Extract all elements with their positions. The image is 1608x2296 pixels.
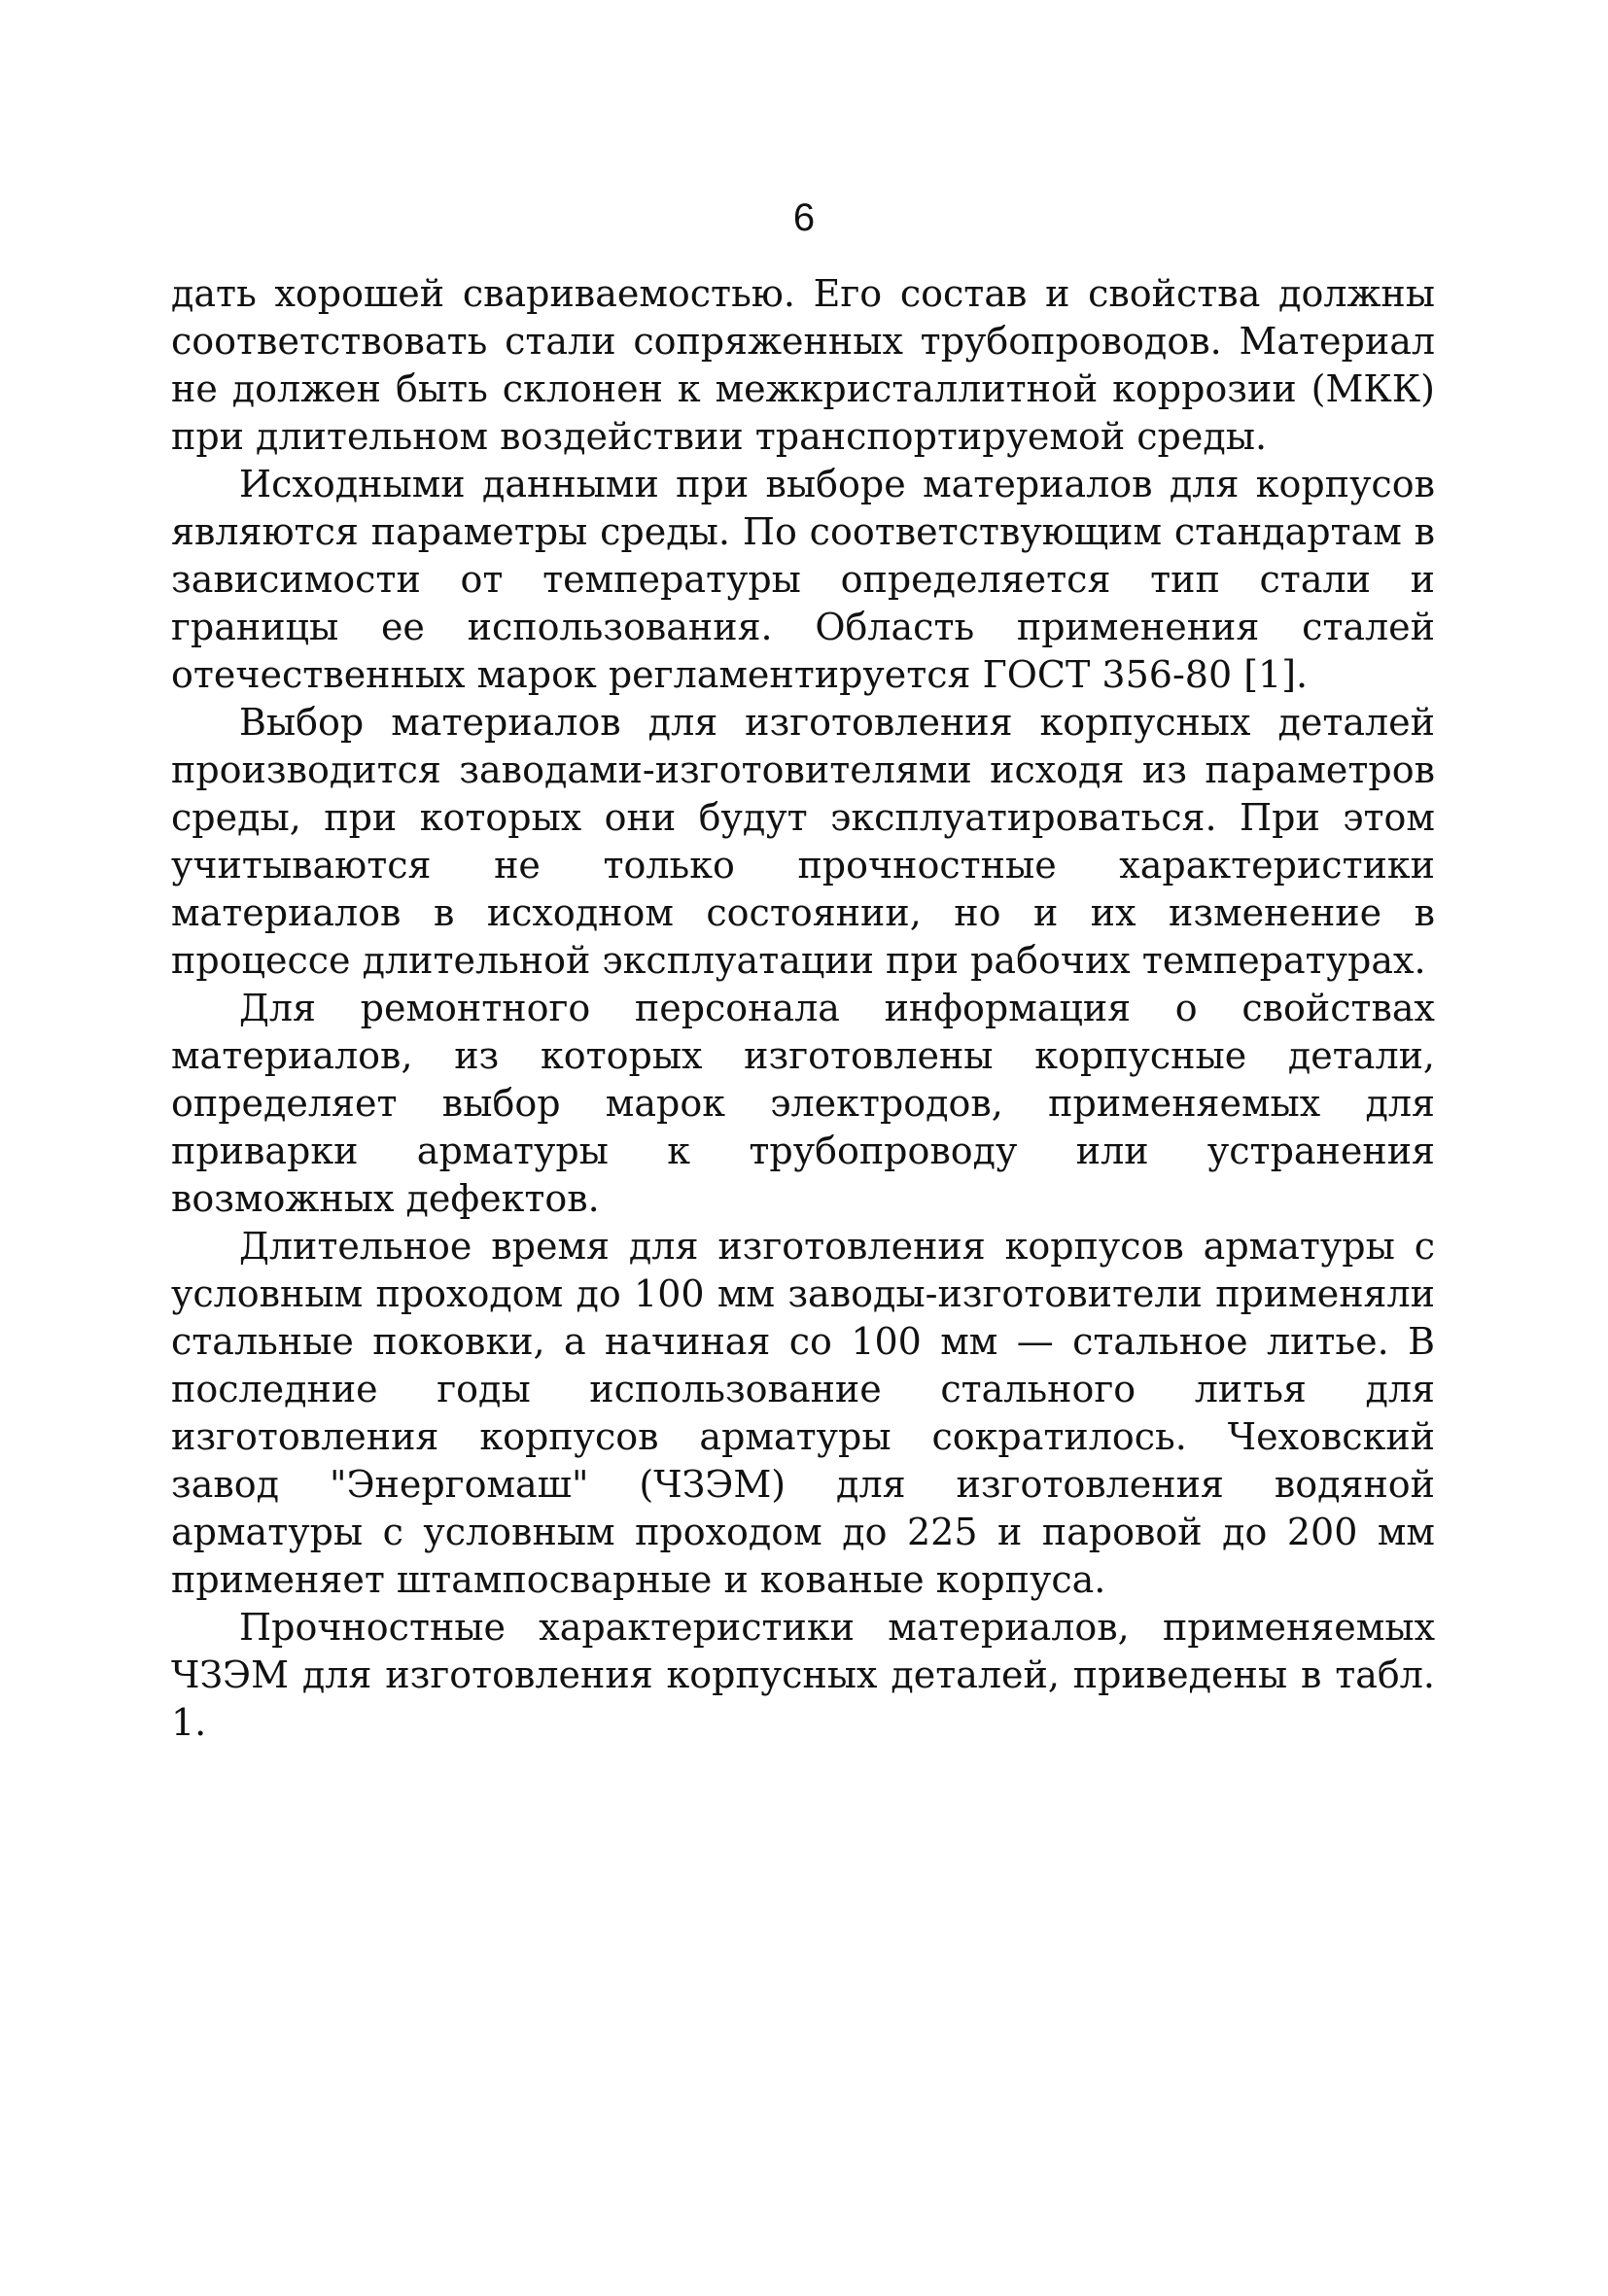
paragraph-material-selection: Выбор материалов для изготовления корпусных деталей производится заводами-изготовителями исходя из параметров среды, при которых они будут эксплуатироваться. При этом учитываются не только прочностные характеристики материалов в исходном состоянии, но и их изменение в процессе длительной эксплуатации при рабочих температурах. (171, 701, 1435, 982)
paragraph-manufacturing-history: Длительное время для изготовления корпусов арматуры с условным проходом до 100 мм заводы-изготовители применяли стальные поковки, а начиная со 100 мм — стальное литье. В последние годы использование стального литья для изготовления корпусов арматуры сократилось. Чеховский завод "Энергомаш" (ЧЗЭМ) для изготовления водяной арматуры с условным проходом до 225 и паровой до 200 мм применяет штампосварные и кованые корпуса. (171, 1225, 1435, 1601)
paragraph-repair-personnel: Для ремонтного персонала информация о свойствах материалов, из которых изготовлены корпусные детали, определяет выбор марок электродов, применяемых для приварки арматуры к трубопроводу или устранения возможных дефектов. (171, 987, 1435, 1220)
paragraph-table-reference: Прочностные характеристики материалов, применяемых ЧЗЭМ для изготовления корпусных деталей, приведены в табл. 1. (171, 1606, 1435, 1744)
text-body (171, 270, 1435, 1747)
paragraph-continuation: дать хорошей свариваемостью. Его состав и свойства должны соответствовать стали сопряженных трубопроводов. Материал не должен быть склонен к межкристаллитной коррозии (МКК) при длительном воздействии транспортируемой среды. (171, 272, 1435, 458)
page-number: 6 (792, 196, 816, 239)
paragraph-source-data: Исходными данными при выборе материалов для корпусов являются параметры среды. По соответствующим стандартам в зависимости от температуры определяется тип стали и границы ее использования. Область применения сталей отечественных марок регламентируется ГОСТ 356-80 [1]. (171, 463, 1435, 696)
